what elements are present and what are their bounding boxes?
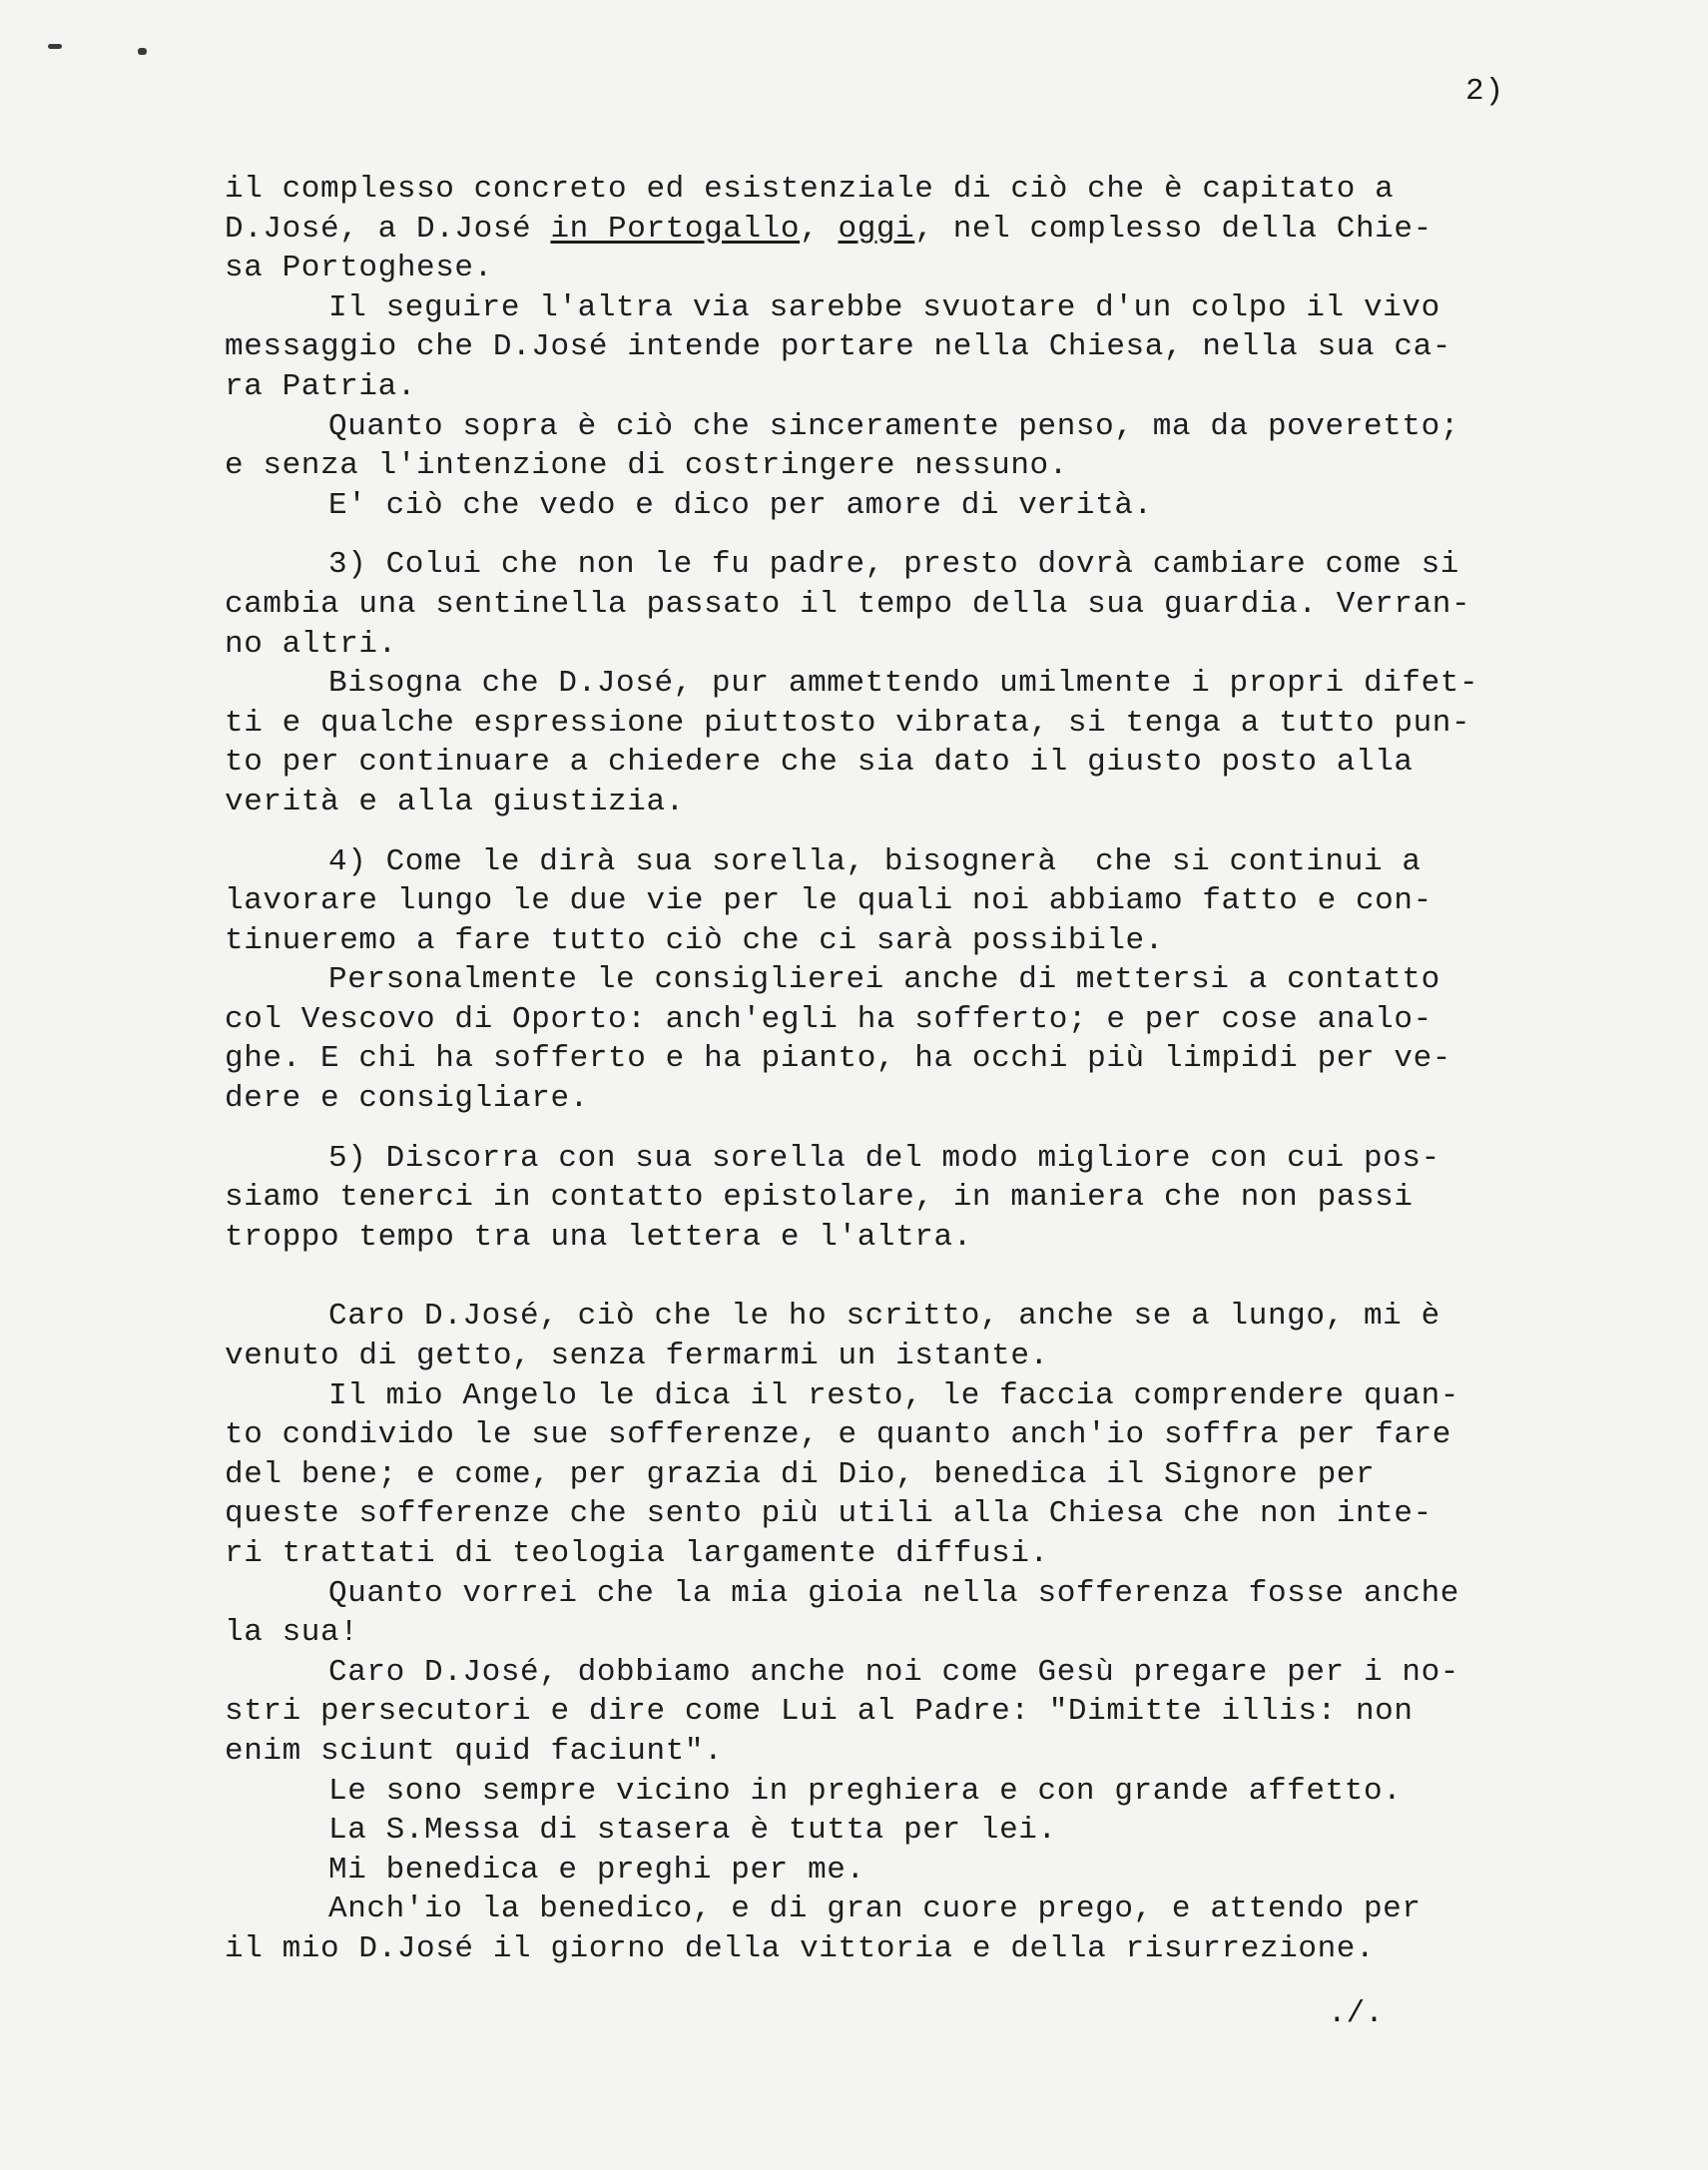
- text-line: del bene; e come, per grazia di Dio, benedica il Signore per: [225, 1456, 1376, 1492]
- text-line: dere e consigliare.: [225, 1081, 589, 1117]
- paragraph-gap: [225, 1119, 1552, 1139]
- paragraph: [225, 960, 1552, 1118]
- paragraph: [225, 407, 1552, 486]
- text-line: Bisogna che D.José, pur ammettendo umilmente i propri difet-: [328, 666, 1479, 702]
- text-line: queste sofferenze che sento più utili alla Chiesa che non inte-: [225, 1496, 1432, 1532]
- paragraph: [225, 1653, 1552, 1772]
- paragraph: [225, 1772, 1552, 1812]
- paragraph: [225, 545, 1552, 664]
- text-line: Le sono sempre vicino in preghiera e con grande affetto.: [328, 1773, 1403, 1809]
- text-line: tinueremo a fare tutto ciò che ci sarà possibile.: [225, 922, 1164, 958]
- letter-body: [225, 170, 1552, 1969]
- text-line: Anch'io la benedico, e di gran cuore prego, e attendo per: [328, 1892, 1422, 1927]
- text-span: , nel complesso della Chie-: [914, 211, 1432, 247]
- text-line: la sua!: [225, 1615, 359, 1651]
- text-span: ,: [800, 211, 839, 247]
- paragraph: [225, 288, 1552, 407]
- text-line: ghe. E chi ha sofferto e ha pianto, ha occhi più limpidi per ve-: [225, 1041, 1451, 1077]
- ink-speck: [48, 44, 62, 49]
- paragraph: [225, 1851, 1552, 1891]
- text-line: messaggio che D.José intende portare nella Chiesa, nella sua ca-: [225, 329, 1451, 365]
- text-line: to condivido le sue sofferenze, e quanto anch'io soffra per fare: [225, 1417, 1451, 1453]
- text-line: col Vescovo di Oporto: anch'egli ha sofferto; e per cose analo-: [225, 1001, 1432, 1037]
- paragraph-gap: [225, 822, 1552, 842]
- text-line: cambia una sentinella passato il tempo della sua guardia. Verran-: [225, 586, 1471, 622]
- text-line: Il seguire l'altra via sarebbe svuotare d'un colpo il vivo: [328, 289, 1440, 325]
- text-line: ra Patria.: [225, 368, 417, 404]
- text-line: stri persecutori e dire come Lui al Padre: "Dimitte illis: non: [225, 1694, 1414, 1730]
- underlined-text: oggi: [838, 211, 915, 247]
- ink-speck: [138, 48, 147, 55]
- text-line: Il mio Angelo le dica il resto, le faccia comprendere quan-: [328, 1377, 1459, 1413]
- paragraph-gap: [225, 1257, 1552, 1297]
- paragraph: [225, 1297, 1552, 1375]
- text-line: to per continuare a chiedere che sia dato il giusto posto alla: [225, 745, 1414, 781]
- paragraph: [225, 1139, 1552, 1258]
- paragraph: [225, 1376, 1552, 1574]
- text-line: La S.Messa di stasera è tutta per lei.: [328, 1813, 1057, 1849]
- paragraph: [225, 486, 1552, 526]
- text-line: Quanto vorrei che la mia gioia nella sofferenza fosse anche: [328, 1575, 1459, 1611]
- underlined-text: in Portogallo: [550, 211, 801, 247]
- text-line: venuto di getto, senza fermarmi un istante.: [225, 1339, 1049, 1374]
- paragraph-gap: [225, 525, 1552, 545]
- page-number: 2): [1465, 74, 1505, 109]
- paragraph: [225, 1890, 1552, 1968]
- text-line: lavorare lungo le due vie per le quali noi abbiamo fatto e con-: [225, 883, 1432, 919]
- text-line: 3) Colui che non le fu padre, presto dovrà cambiare come si: [328, 547, 1459, 583]
- text-line: troppo tempo tra una lettera e l'altra.: [225, 1219, 972, 1255]
- text-line: siamo tenerci in contatto epistolare, in maniera che non passi: [225, 1180, 1414, 1216]
- text-line: Caro D.José, dobbiamo anche noi come Gesù pregare per i no-: [328, 1654, 1459, 1690]
- text-line: 5) Discorra con sua sorella del modo migliore con cui pos-: [328, 1140, 1440, 1176]
- text-line: il mio D.José il giorno della vittoria e della risurrezione.: [225, 1930, 1376, 1966]
- text-line: ri trattati di teologia largamente diffusi.: [225, 1536, 1049, 1571]
- text-line: no altri.: [225, 626, 397, 662]
- paragraph: [225, 170, 1552, 288]
- text-line: enim sciunt quid faciunt".: [225, 1733, 724, 1769]
- text-line: [225, 210, 1552, 250]
- paragraph: [225, 1811, 1552, 1851]
- text-line: il complesso concreto ed esistenziale di ciò che è capitato a: [225, 172, 1395, 207]
- text-line: Mi benedica e preghi per me.: [328, 1852, 865, 1888]
- text-line: Quanto sopra è ciò che sinceramente penso, ma da poveretto;: [328, 408, 1459, 444]
- text-line: Personalmente le consiglierei anche di mettersi a contatto: [328, 962, 1440, 998]
- text-line: E' ciò che vedo e dico per amore di verità.: [328, 487, 1153, 523]
- text-line: verità e alla giustizia.: [225, 784, 685, 819]
- text-span: D.José, a D.José: [225, 211, 551, 247]
- continuation-mark: ./.: [1328, 1996, 1384, 2031]
- text-line: sa Portoghese.: [225, 251, 493, 286]
- text-line: e senza l'intenzione di costringere nessuno.: [225, 448, 1068, 484]
- text-line: 4) Come le dirà sua sorella, bisognerà che si continui a: [328, 843, 1422, 879]
- text-line: ti e qualche espressione piuttosto vibrata, si tenga a tutto pun-: [225, 705, 1471, 741]
- paragraph: [225, 664, 1552, 821]
- paragraph: [225, 842, 1552, 961]
- paragraph: [225, 1574, 1552, 1653]
- text-line: Caro D.José, ciò che le ho scritto, anche se a lungo, mi è: [328, 1299, 1440, 1335]
